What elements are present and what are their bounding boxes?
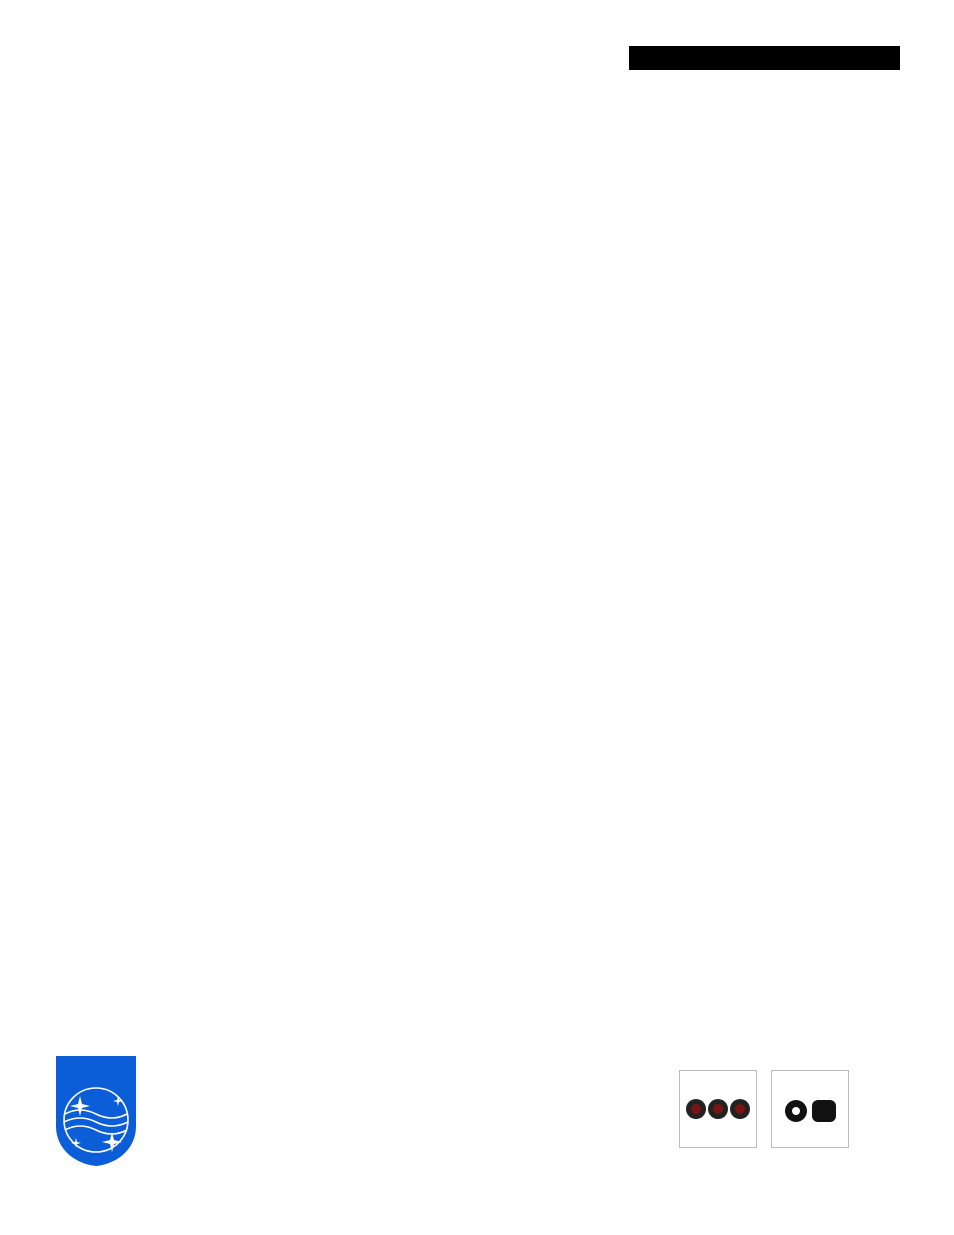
eartips-image (680, 1071, 756, 1147)
philips-shield-logo (54, 1054, 138, 1168)
eartips-thumbnail (679, 1070, 757, 1148)
model-number-badge (629, 46, 900, 70)
foam-tips-image (772, 1071, 848, 1147)
foam-tips-thumbnail (771, 1070, 849, 1148)
